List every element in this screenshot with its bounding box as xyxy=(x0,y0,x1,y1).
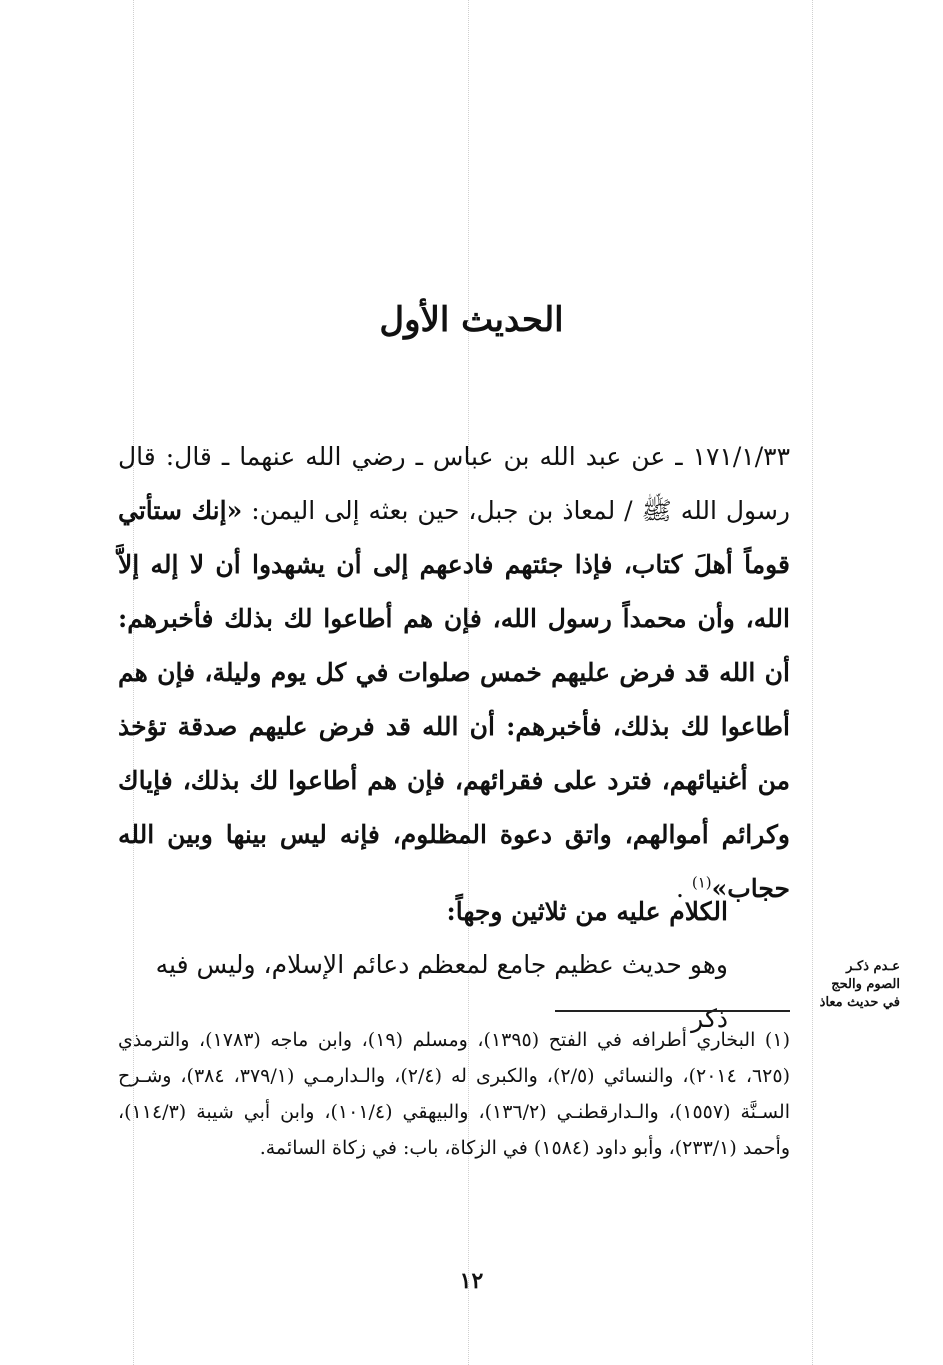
footnote-marker[interactable]: (١) xyxy=(691,873,712,892)
margin-note xyxy=(810,958,900,1012)
page-title: الحديث الأول xyxy=(379,300,564,340)
margin-note-line: الصوم والحج xyxy=(831,977,900,992)
section-heading: الكلام عليه من ثلاثين وجهاً: xyxy=(446,897,728,926)
scan-artifact-line xyxy=(812,0,813,1365)
body-paragraph: وهو حديث عظيم جامع لمعظم دعائم الإسلام، وليس فيه ذكر xyxy=(155,950,728,1033)
hadith-text: «إنك ستأتي قوماً أهلَ كتاب، فإذا جئتهم فادعهم إلى أن يشهدوا أن لا إله إلاَّ الله، وأن محمداً رسول الله، فإن هم أطاعوا لك بذلك فأخبرهم: أن الله قد فرض عليهم خمس صلوات في كل يوم وليلة، فإن هم أطاعوا لك بذلك، فأخبرهم: أن الله قد فرض عليهم صدقة تؤخذ من أغنيائهم، فترد على فقرائهم، فإن هم أطاعوا لك بذلك، فإياك وكرائم أموالهم، واتق دعوة المظلوم، فإنه ليس بينها وبين الله حجاب» xyxy=(118,496,790,903)
hadith-block xyxy=(118,430,790,916)
page-number: ١٢ xyxy=(459,1268,484,1294)
footnote-divider xyxy=(555,1010,790,1012)
margin-note-line: عـدم ذكـر xyxy=(846,959,900,974)
sentence-end: . xyxy=(675,874,684,903)
footnote: (١) البخاري أطرافه في الفتح (١٣٩٥)، ومسلم (١٩)، وابن ماجه (١٧٨٣)، والترمذي (٦٢٥، ٢٠١٤)، والنسائي (٢/٥)، والكبرى له (٢/٤)، والـدارمـي (٣٧٩/١، ٣٨٤)، وشـرح السـنَّة (١٥٥٧)، والـدارقطنـي (١٣٦/٢)، والبيهقي (١٠١/٤)، وابن أبي شيبة (١١٤/٣)، وأحمد (٢٣٣/١)، وأبو داود (١٥٨٤) في الزكاة، باب: في زكاة السائمة. xyxy=(118,1029,790,1159)
margin-note-line: في حديث معاذ xyxy=(819,995,900,1010)
hadith-intro: ١٧١/١/٣٣ ـ عن عبد الله بن عباس ـ رضي الله عنهما ـ قال: قال رسول الله ﷺ / لمعاذ بن جبل، حين بعثه إلى اليمن: xyxy=(118,442,790,525)
